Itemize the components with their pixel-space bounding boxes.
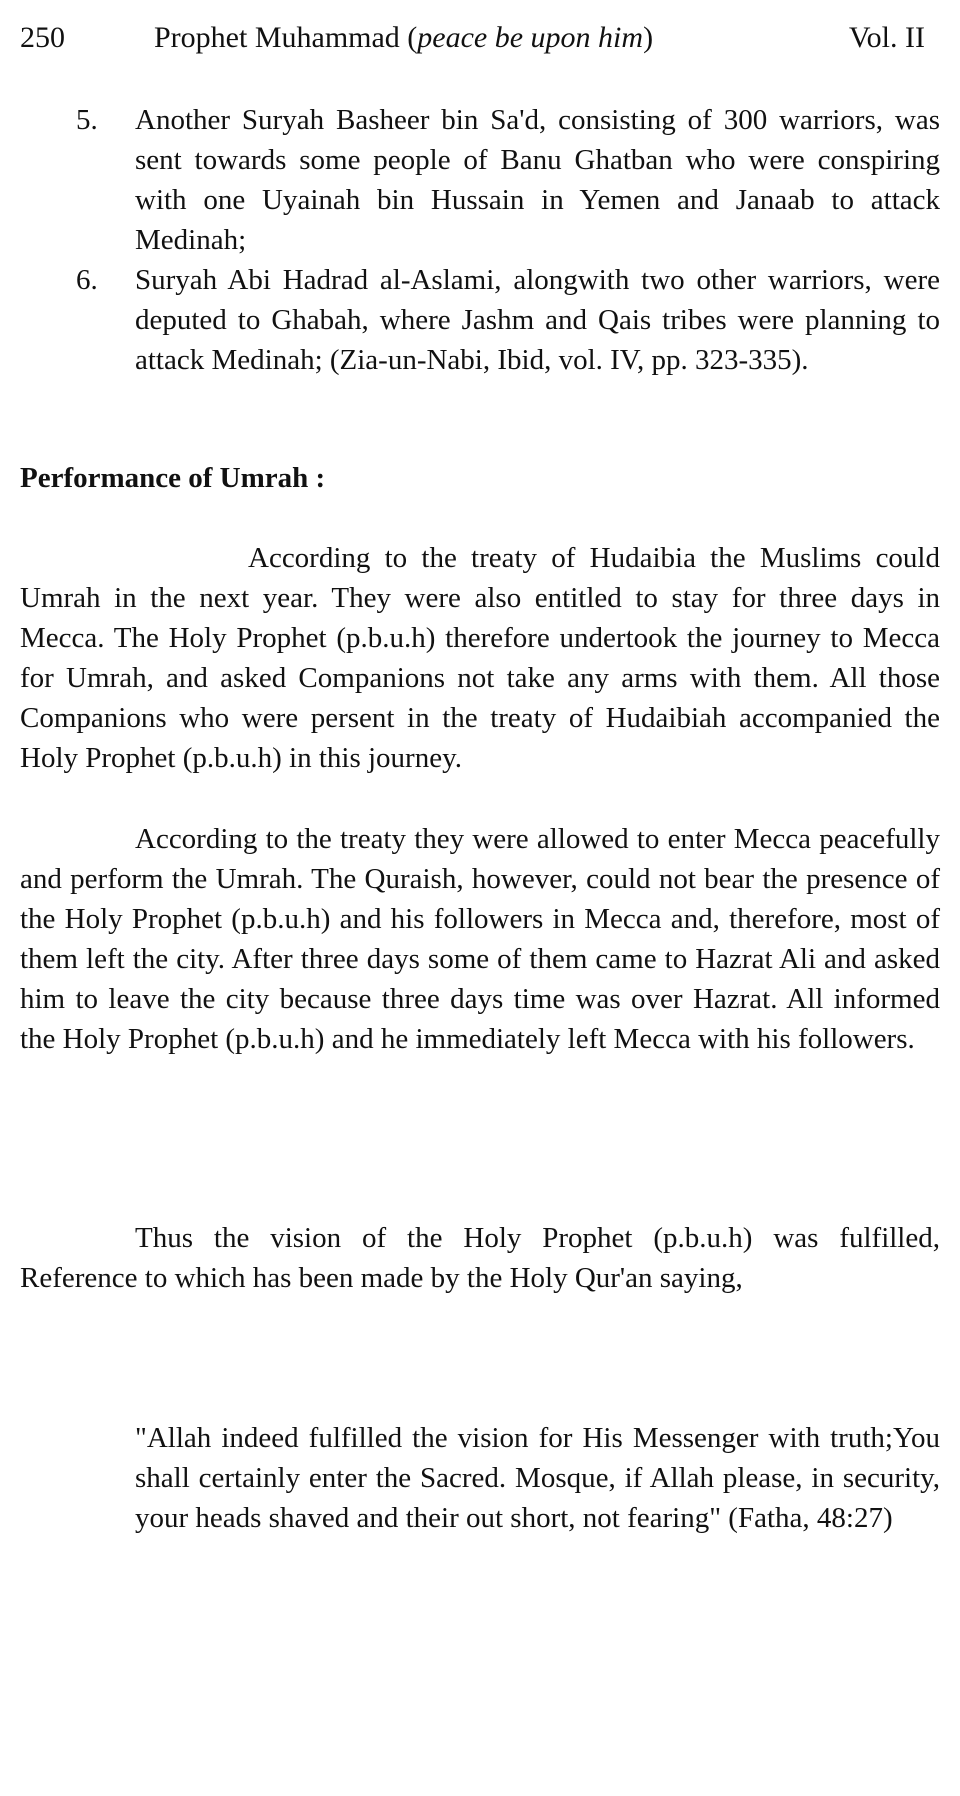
block-quote: "Allah indeed fulfilled the vision for His Messenger with truth;You shall certainly enter the Sacred. Mosque, if Allah please, in security, your heads shaved and their out short, not fearing" (Fatha, 48:27): [135, 1422, 940, 1534]
list-item-text: Suryah Abi Hadrad al-Aslami, alongwith two other warriors, were deputed to Ghabah, where Jashm and Qais tribes were planning to attack Medinah; (Zia-un-Nabi, Ibid, vol. IV, pp. 323-335).: [135, 264, 940, 376]
book-title-prefix: Prophet Muhammad (: [154, 21, 418, 54]
page-number: 250: [20, 21, 65, 54]
body-paragraph: Thus the vision of the Holy Prophet (p.b.u.h) was fulfilled, Reference to which has been made by the Holy Qur'an saying,: [20, 1222, 940, 1294]
book-title-suffix: ): [643, 21, 654, 54]
book-title: [154, 18, 653, 58]
body-paragraph: According to the treaty of Hudaibia the Muslims could Umrah in the next year. They were also entitled to stay for three days in Mecca. The Holy Prophet (p.b.u.h) therefore undertook the journey to Mecca for Umrah, and asked Companions not take any arms with them. All those Companions who were persent in the treaty of Hudaibiah accompanied the Holy Prophet (p.b.u.h) in this journey.: [20, 542, 940, 774]
body-paragraph: According to the treaty they were allowed to enter Mecca peacefully and perform the Umrah. The Quraish, however, could not bear the presence of the Holy Prophet (p.b.u.h) and his followers in Mecca and, therefore, most of them left the city. After three days some of them came to Hazrat Ali and asked him to leave the city because three days time was over Hazrat. All informed the Holy Prophet (p.b.u.h) and he immediately left Mecca with his followers.: [20, 823, 940, 1055]
list-item: [20, 260, 940, 380]
list-item-number: 5.: [76, 104, 98, 136]
book-title-italic: peace be upon him: [417, 21, 644, 54]
running-header: [20, 18, 925, 58]
list-item: [20, 100, 940, 260]
list-item-text: Another Suryah Basheer bin Sa'd, consisting of 300 warriors, was sent towards some people of Banu Ghatban who were conspiring with one Uyainah bin Hussain in Yemen and Janaab to attack Medinah;: [135, 104, 940, 256]
section-heading: Performance of Umrah :: [20, 462, 326, 494]
volume-label: Vol. II: [848, 21, 925, 54]
list-item-number: 6.: [76, 264, 98, 296]
numbered-list: [20, 100, 940, 380]
